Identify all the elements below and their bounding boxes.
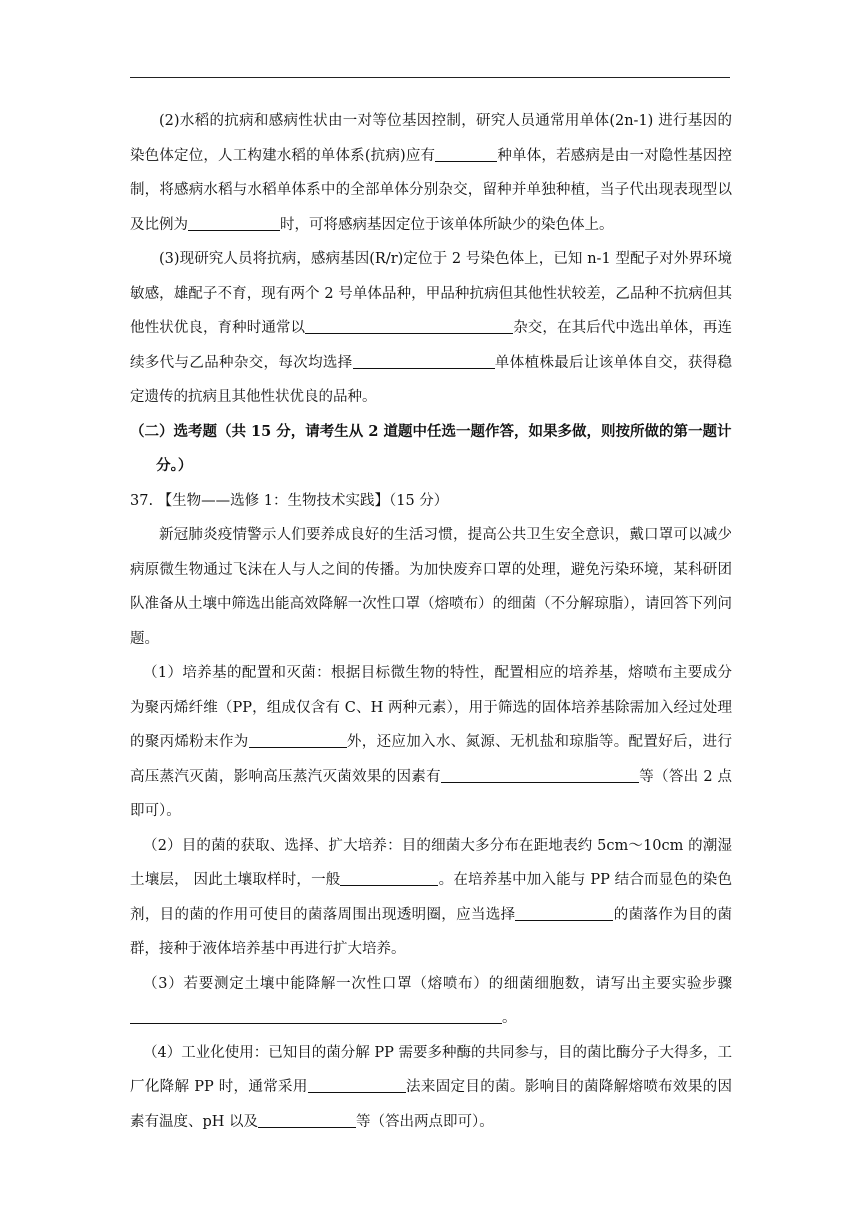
q37-part3-text-a: （3）若要测定土壤中能降解一次性口罩（熔喷布）的细菌细胞数，请写出主要实验步骤 bbox=[143, 975, 732, 992]
q37-part-4 bbox=[130, 1036, 732, 1140]
q3-blank-2[interactable] bbox=[353, 354, 495, 369]
q3-text-a: (3)现研究人员将抗病，感病基因(R/r)定位于 2 号染色体上，已知 n-1 型配子对外界环境敏感，雄配子不育，现有两个 2 号单体品种，甲品种抗病但其他性状较差，乙品种不抗病但其他性状优良，育种时通常以 bbox=[130, 251, 732, 336]
q3-blank-1[interactable] bbox=[305, 319, 513, 334]
q37-part4-blank-2[interactable] bbox=[258, 1113, 356, 1128]
q37-part2-text-a: （2）目的菌的获取、选择、扩大培养：目的细菌大多分布在距地表约 5cm～10cm 的潮湿土壤层， 因此土壤取样时，一般 bbox=[130, 837, 732, 888]
section-heading: （二）选考题（共 15 分，请考生从 2 道题中任选一题作答，如果多做，则按所做的第一题计分。） bbox=[130, 422, 732, 474]
question-2 bbox=[130, 104, 732, 242]
q2-text-c: 时，可将感病基因定位于该单体所缺少的染色体上。 bbox=[280, 216, 614, 233]
page-content bbox=[130, 104, 732, 1139]
q2-blank-2[interactable] bbox=[188, 216, 280, 231]
q37-part-2 bbox=[130, 829, 732, 967]
q37-part4-text-c: 等（答出两点即可）。 bbox=[356, 1113, 494, 1130]
q37-part1-text-c: 等（答出 2 点即可）。 bbox=[130, 768, 733, 819]
q37-part-1 bbox=[130, 656, 732, 829]
q37-part2-blank-1[interactable] bbox=[340, 871, 438, 886]
q37-intro: 新冠肺炎疫情警示人们要养成良好的生活习惯，提高公共卫生安全意识，戴口罩可以减少病原微生物通过飞沫在人与人之间的传播。为加快废弃口罩的处理，避免污染环境，某科研团队准备从土壤中筛选出能高效降解一次性口罩（熔喷布）的细菌（不分解琼脂），请回答下列问题。 bbox=[130, 527, 732, 647]
q37-part4-blank-1[interactable] bbox=[308, 1078, 406, 1093]
q2-text-b: 种单体，若感病是由一对隐性基因控制，将感病水稻与水稻单体系中的全部单体分别杂交，留种并单独种植，当子代出现表现型以及比例为 bbox=[130, 147, 733, 233]
q37-part2-blank-2[interactable] bbox=[515, 906, 613, 921]
q37-part3-blank[interactable] bbox=[130, 1009, 502, 1024]
q37-part1-blank-1[interactable] bbox=[249, 733, 347, 748]
q2-blank-1[interactable] bbox=[435, 147, 497, 162]
q3-text-b: 杂交，在其后代中选出单体，再连续多代与乙品种杂交，每次均选择 bbox=[130, 320, 733, 371]
q37-part3-text-b: 。 bbox=[502, 1010, 517, 1026]
q37-part4-text-b: 法来固定目的菌。影响目的菌降解熔喷布效果的因素有温度、pH 以及 bbox=[130, 1079, 733, 1130]
q37-part1-text-a: （1）培养基的配置和灭菌：根据目标微生物的特性，配置相应的培养基，熔喷布主要成分为聚丙烯纤维（PP，组成仅含有 C、H 两种元素），用于筛选的固体培养基除需加入经过处理的聚丙烯粉末作为 bbox=[130, 665, 732, 750]
q37-part2-text-b: 。在培养基中加入能与 PP 结合而显色的染色剂，目的菌的作用可使目的菌落周围出现透明圈，应当选择 bbox=[130, 872, 733, 923]
q37-part4-text-a: （4）工业化使用：已知目的菌分解 PP 需要多种酶的共同参与，目的菌比酶分子大得多，工厂化降解 PP 时，通常采用 bbox=[130, 1044, 732, 1095]
question-3 bbox=[130, 242, 732, 415]
header-rule bbox=[130, 77, 730, 78]
q37-part-3 bbox=[130, 967, 732, 1036]
q37-part1-blank-2[interactable] bbox=[441, 768, 639, 783]
q37-title: 37. 【生物——选修 1：生物技术实践】（15 分） bbox=[130, 492, 449, 509]
q3-text-c: 单体植株最后让该单体自交，获得稳定遗传的抗病且其他性状优良的品种。 bbox=[130, 354, 733, 405]
q37-part2-text-c: 的菌落作为目的菌群，接种于液体培养基中再进行扩大培养。 bbox=[130, 906, 733, 957]
q37-part1-text-b: 外，还应加入水、氮源、无机盐和琼脂等。配置好后，进行高压蒸汽灭菌，影响高压蒸汽灭菌效果的因素有 bbox=[130, 734, 733, 785]
q2-text-a: (2)水稻的抗病和感病性状由一对等位基因控制，研究人员通常用单体(2n-1) 进行基因的染色体定位，人工构建水稻的单体系(抗病)应有 bbox=[130, 113, 732, 164]
